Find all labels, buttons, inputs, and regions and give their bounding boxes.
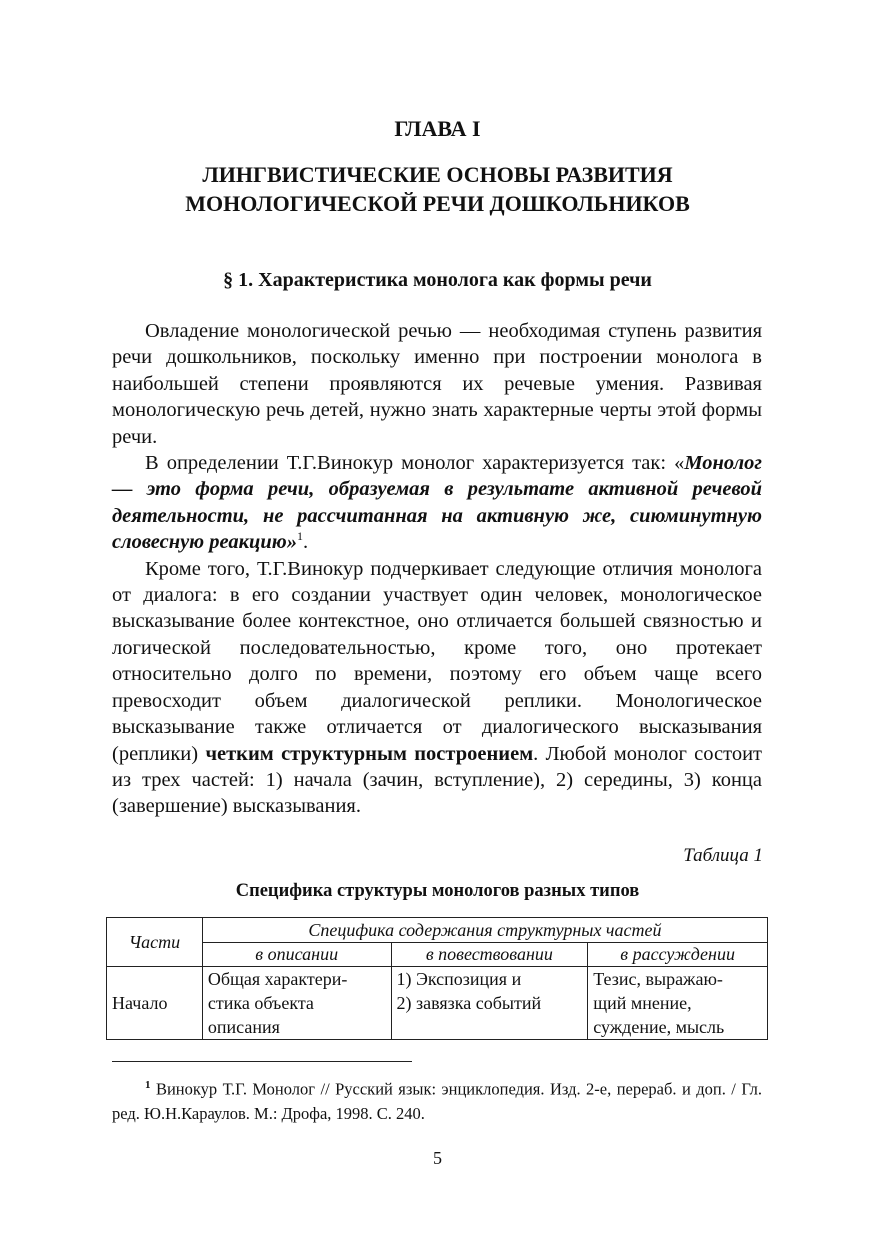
table-cell: Тезис, выражаю- щий мнение, суждение, мысль bbox=[588, 967, 768, 1040]
table-subheader-narration: в повествовании bbox=[391, 943, 588, 967]
chapter-title-line-2: МОНОЛОГИЧЕСКОЙ РЕЧИ ДОШКОЛЬНИКОВ bbox=[185, 191, 690, 216]
chapter-title bbox=[0, 160, 875, 218]
table-cell: 1) Экспозиция и 2) завязка событий bbox=[391, 967, 588, 1040]
paragraph-2-intro: В определении Т.Г.Винокур монолог характеризуется так: « bbox=[145, 452, 685, 475]
paragraph-3-start: Кроме того, Т.Г.Винокур подчеркивает следующие отличия монолога от диалога: в его создании участвует один человек, монологическое высказывание более контекстное, оно отличается большей связностью и логической последовательностью, кроме того, оно протекает относительно долго по времени, поэтому его объем чаще всего превосходит объем диалогической реплики. Монологическое высказывание также отличается от диалогического высказывания (реплики) bbox=[112, 557, 762, 765]
paragraph-1: Овладение монологической речью — необходимая ступень развития речи дошкольников, поскольку именно при построении монолога в наибольшей степени проявляются их речевые умения. Развивая монологическую речь детей, нужно знать характерные черты этой формы речи. bbox=[112, 320, 762, 448]
monolog-definition: Монолог — это форма речи, образуемая в результате активной речевой деятельности, не рассчитанная на активную же, сиюминутную словесную реакцию bbox=[112, 452, 762, 554]
footnote-text: Винокур Т.Г. Монолог // Русский язык: энциклопедия. Изд. 2-е, перераб. и доп. / Гл. ред. Ю.Н.Караулов. М.: Дрофа, 1998. С. 240. bbox=[112, 1079, 762, 1123]
table-row bbox=[107, 967, 768, 1040]
paragraph-2 bbox=[112, 450, 762, 556]
table-title: Специфика структуры монологов разных типов bbox=[235, 881, 640, 901]
footnote bbox=[112, 1073, 762, 1126]
footnote-marker: 1 bbox=[145, 1079, 151, 1091]
table-header-group: Специфика содержания структурных частей bbox=[202, 918, 767, 943]
paragraph-3 bbox=[112, 556, 762, 820]
table-cell: Общая характери- стика объекта описания bbox=[202, 967, 391, 1040]
paragraph-3-emphasis: четким структурным построением bbox=[205, 742, 534, 765]
structure-table bbox=[106, 917, 768, 1040]
page-number: 5 bbox=[433, 1148, 442, 1168]
section-heading: § 1. Характеристика монолога как формы речи bbox=[223, 269, 652, 291]
chapter-heading: ГЛАВА I bbox=[394, 116, 481, 141]
table-subheader-reasoning: в рассуждении bbox=[588, 943, 768, 967]
table-header-parts: Части bbox=[107, 918, 203, 967]
paragraph-3-end: . Любой монолог состоит из трех частей: 1) начала (зачин, вступление), 2) середины, 3) конца (завершение) высказывания. bbox=[112, 742, 762, 818]
paragraph-2-end: . bbox=[303, 531, 309, 554]
footnote-divider bbox=[112, 1061, 412, 1062]
table-number: Таблица 1 bbox=[683, 845, 763, 866]
body-text bbox=[112, 318, 762, 820]
chapter-title-line-1: ЛИНГВИСТИЧЕСКИЕ ОСНОВЫ РАЗВИТИЯ bbox=[202, 162, 673, 187]
table-row-label: Начало bbox=[107, 967, 203, 1040]
paragraph-2-close-quote: » bbox=[286, 531, 298, 554]
footnote-reference[interactable]: 1 bbox=[297, 529, 304, 544]
table-subheader-description: в описании bbox=[202, 943, 391, 967]
